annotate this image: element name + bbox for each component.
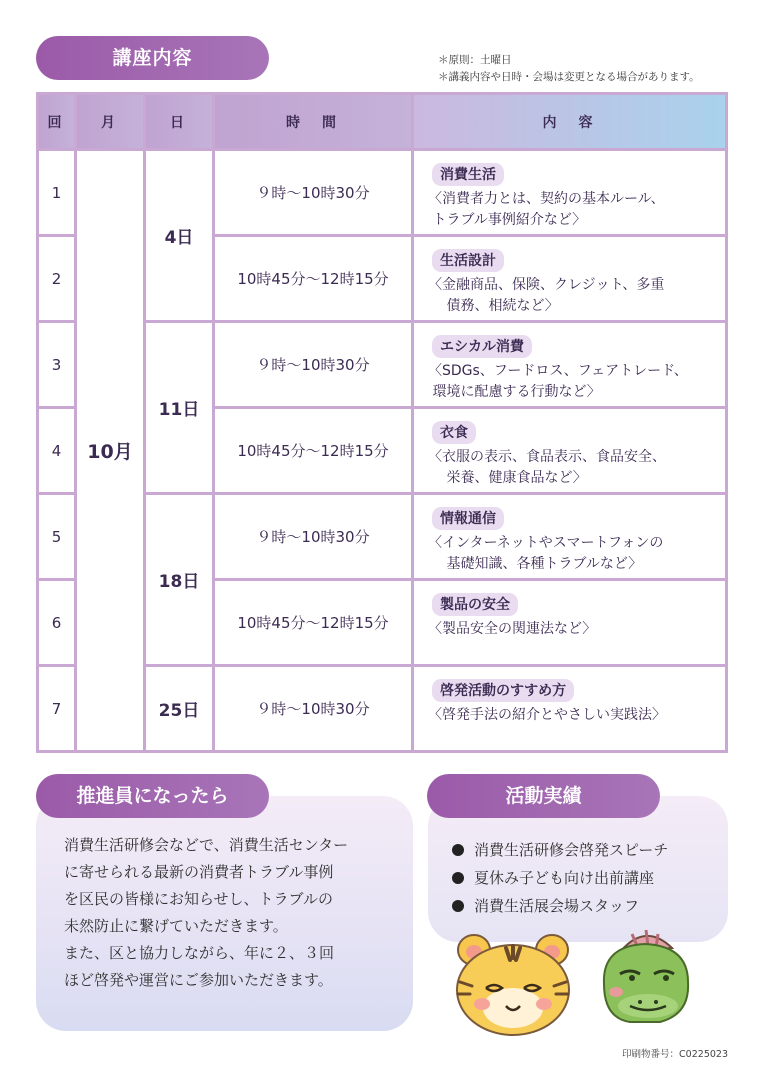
topic-tag: 情報通信 xyxy=(432,507,504,530)
header-round: 回 xyxy=(39,95,74,148)
topic-description: 〈消費者力とは、契約の基本ルール、 トラブル事例紹介など〉 xyxy=(428,191,665,228)
section-title: 講座内容 xyxy=(36,36,269,80)
list-item: 消費生活研修会啓発スピーチ xyxy=(452,836,668,864)
round-number: 6 xyxy=(39,581,74,664)
promoter-line: また、区と協力しながら、年に２、３回 xyxy=(64,944,335,962)
round-number: 5 xyxy=(39,495,74,578)
header-content: 内 容 xyxy=(414,95,725,148)
content-cell xyxy=(414,237,725,320)
header-day: 日 xyxy=(146,95,212,148)
promoter-line: に寄せられる最新の消費者トラブル事例 xyxy=(64,863,334,881)
month-cell: 10月 xyxy=(77,151,143,750)
round-number: 4 xyxy=(39,409,74,492)
schedule-table xyxy=(36,92,728,753)
topic-description: 〈啓発手法の紹介とやさしい実践法〉 xyxy=(428,707,666,723)
day-cell: 4日 xyxy=(146,151,212,320)
notes xyxy=(438,52,700,86)
bullet-icon xyxy=(452,900,464,912)
topic-tag: 製品の安全 xyxy=(432,593,518,616)
note-line: ＊講義内容や日時・会場は変更となる場合があります。 xyxy=(438,71,700,83)
time-cell: 10時45分～12時15分 xyxy=(215,409,411,492)
day-cell: 25日 xyxy=(146,667,212,750)
promoter-title: 推進員になったら xyxy=(36,774,269,818)
topic-tag: エシカル消費 xyxy=(432,335,532,358)
content-cell xyxy=(414,323,725,406)
content-cell xyxy=(414,667,725,750)
content-cell xyxy=(414,581,725,664)
topic-description: 〈衣服の表示、食品表示、食品安全、 栄養、健康食品など〉 xyxy=(428,449,666,486)
bullet-icon xyxy=(452,844,464,856)
list-item: 消費生活展会場スタッフ xyxy=(452,892,668,920)
header-month: 月 xyxy=(77,95,143,148)
topic-description: 〈製品安全の関連法など〉 xyxy=(428,621,597,637)
time-cell: ９時～10時30分 xyxy=(215,667,411,750)
topic-tag: 生活設計 xyxy=(432,249,504,272)
header-time: 時 間 xyxy=(215,95,411,148)
content-cell xyxy=(414,151,725,234)
topic-tag: 啓発活動のすすめ方 xyxy=(432,679,574,702)
topic-tag: 消費生活 xyxy=(432,163,504,186)
print-number: 印刷物番号：C0225023 xyxy=(622,1049,728,1060)
time-cell: ９時～10時30分 xyxy=(215,495,411,578)
dinosaur-mascot-icon xyxy=(590,922,700,1034)
time-cell: ９時～10時30分 xyxy=(215,151,411,234)
topic-description: 〈SDGs、フードロス、フェアトレード、 環境に配慮する行動など〉 xyxy=(428,363,688,400)
day-cell: 18日 xyxy=(146,495,212,664)
day-cell: 11日 xyxy=(146,323,212,492)
bullet-icon xyxy=(452,872,464,884)
time-cell: ９時～10時30分 xyxy=(215,323,411,406)
activities-title: 活動実績 xyxy=(427,774,660,818)
topic-description: 〈インターネットやスマートフォンの 基礎知識、各種トラブルなど〉 xyxy=(428,535,664,572)
time-cell: 10時45分～12時15分 xyxy=(215,237,411,320)
time-cell: 10時45分～12時15分 xyxy=(215,581,411,664)
note-line: ＊原則：土曜日 xyxy=(438,54,512,66)
topic-tag: 衣食 xyxy=(432,421,476,444)
round-number: 3 xyxy=(39,323,74,406)
activities-list xyxy=(452,836,668,920)
content-cell xyxy=(414,495,725,578)
list-item: 夏休み子ども向け出前講座 xyxy=(452,864,668,892)
tiger-mascot-icon xyxy=(448,930,578,1038)
topic-description: 〈金融商品、保険、クレジット、多重 債務、相続など〉 xyxy=(428,277,665,314)
content-cell xyxy=(414,409,725,492)
promoter-line: 消費生活研修会などで、消費生活センター xyxy=(64,836,349,854)
promoter-text xyxy=(64,832,348,994)
promoter-line: 未然防止に繋げていただきます。 xyxy=(64,917,288,935)
round-number: 7 xyxy=(39,667,74,750)
promoter-line: を区民の皆様にお知らせし、トラブルの xyxy=(64,890,333,908)
promoter-line: ほど啓発や運営にご参加いただきます。 xyxy=(64,971,333,989)
round-number: 2 xyxy=(39,237,74,320)
round-number: 1 xyxy=(39,151,74,234)
